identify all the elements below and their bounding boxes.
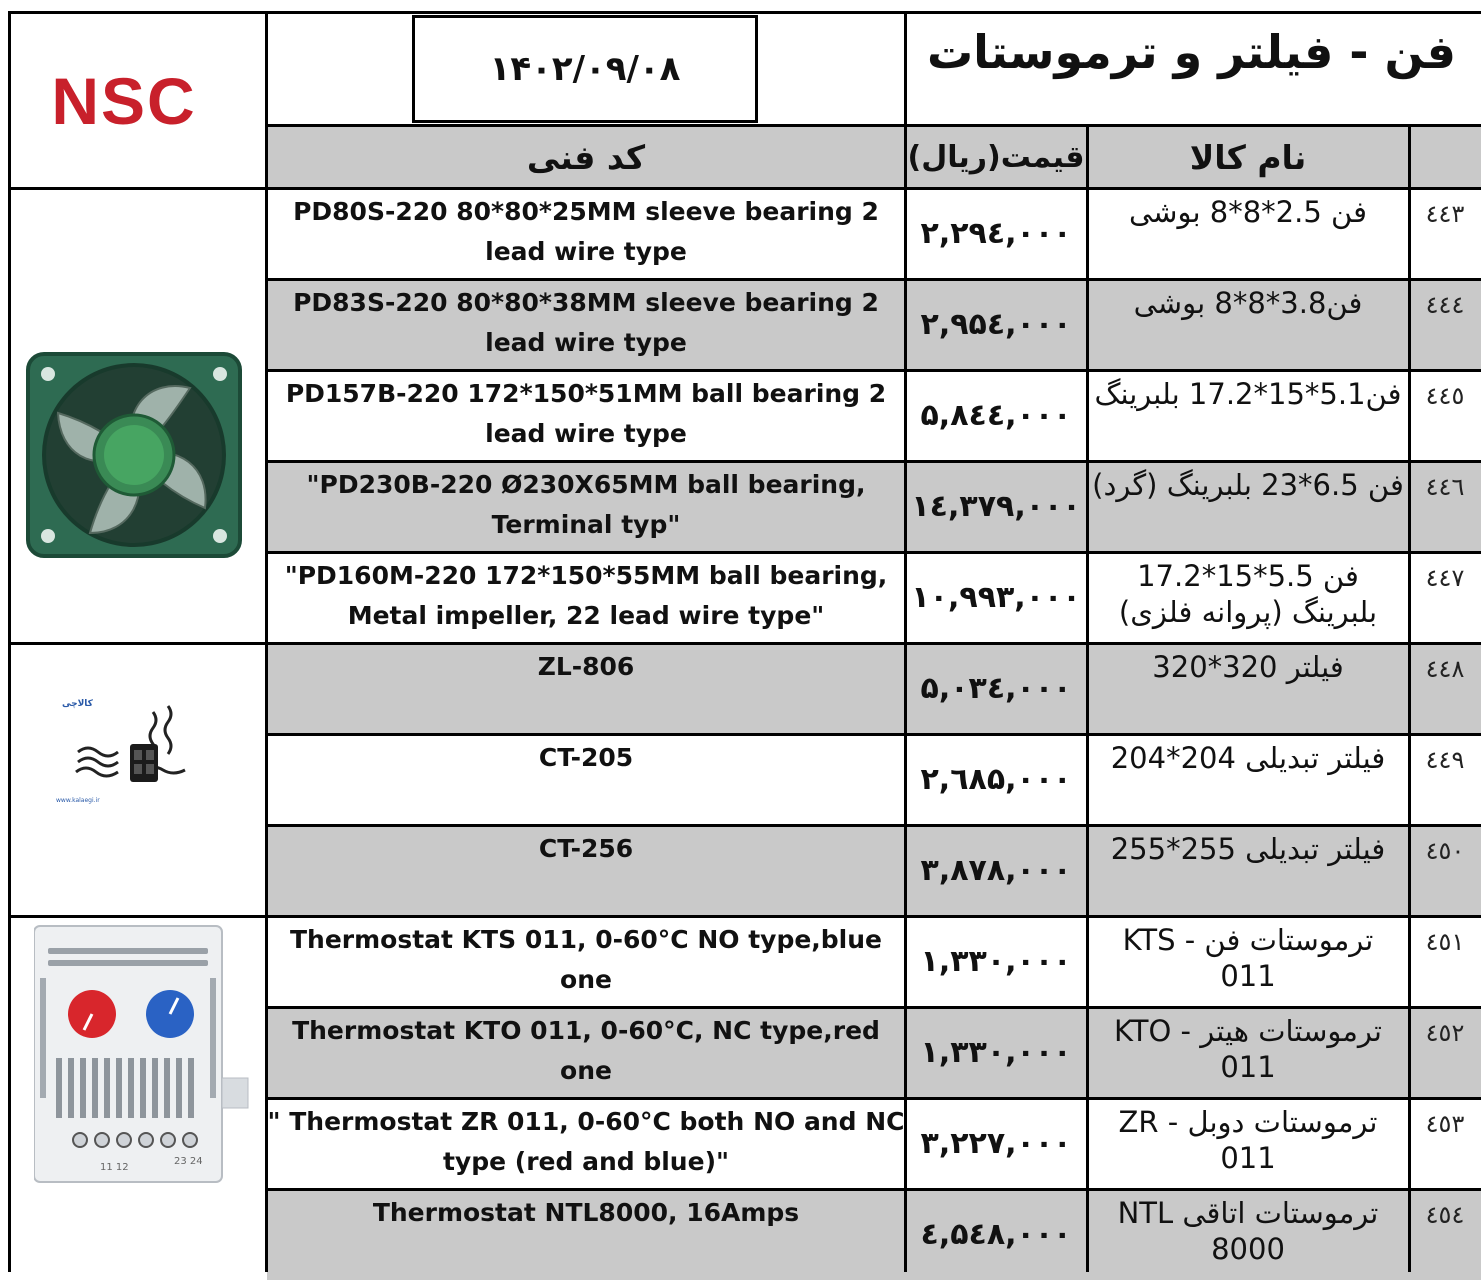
svg-text:کالاچی: کالاچی (62, 699, 93, 709)
row-code-cell: "PD160M-220 172*150*55MM ball bearing, Metal impeller, 22 lead wire type" (267, 552, 905, 643)
row-price-cell: ۳,۲۲۷,۰۰۰ (905, 1098, 1087, 1189)
svg-text:11 12: 11 12 (100, 1162, 129, 1173)
row-num-cell: ٤٥٤ (1409, 1189, 1481, 1280)
grid-line-h (8, 915, 265, 918)
header-num (1409, 126, 1481, 188)
row-num-cell: ٤٤٦ (1409, 461, 1481, 552)
row-name-cell: ترموستات هیتر - KTO 011 (1087, 1007, 1409, 1098)
grid-line-h (265, 460, 1481, 463)
grid-line-h (265, 642, 1481, 645)
grid-line-h (265, 824, 1481, 827)
frame-top (8, 11, 1481, 14)
row-code-cell: Thermostat KTS 011, 0-60°C NO type,blue one (267, 916, 905, 1007)
row-price-cell: ۵,۰۳٤,۰۰۰ (905, 643, 1087, 734)
row-num-cell: ٤٥۰ (1409, 825, 1481, 916)
svg-text:NSC: NSC (51, 64, 197, 138)
row-price-cell: ۱,۳۳۰,۰۰۰ (905, 916, 1087, 1007)
row-code-cell: CT-205 (267, 734, 905, 825)
grid-line-h (265, 915, 1481, 918)
row-num-cell: ٤٤٧ (1409, 552, 1481, 643)
row-name-cell: ترموستات فن - KTS 011 (1087, 916, 1409, 1007)
row-num-cell: ٤٤٨ (1409, 643, 1481, 734)
row-num-cell: ٤٥۳ (1409, 1098, 1481, 1189)
row-code-cell: Thermostat NTL8000, 16Amps (267, 1189, 905, 1280)
row-price-cell: ۱۰,۹۹۳,۰۰۰ (905, 552, 1087, 643)
row-num-cell: ٤٤٤ (1409, 279, 1481, 370)
row-num-cell: ٤٤٣ (1409, 188, 1481, 279)
grid-line-h (265, 551, 1481, 554)
row-price-cell: ۳,۸۷۸,۰۰۰ (905, 825, 1087, 916)
grid-line-h (265, 1097, 1481, 1100)
row-num-cell: ٤٥۲ (1409, 1007, 1481, 1098)
row-price-cell: ۲,۲۹٤,۰۰۰ (905, 188, 1087, 279)
row-num-cell: ٤٤٥ (1409, 370, 1481, 461)
row-name-cell: فن 2.5*8*8 بوشی (1087, 188, 1409, 279)
thermostat-image (34, 918, 250, 1184)
row-name-cell: فن3.8*8*8 بوشی (1087, 279, 1409, 370)
svg-text:www.kalaegi.ir: www.kalaegi.ir (56, 797, 100, 804)
grid-line-h (265, 369, 1481, 372)
row-name-cell: فیلتر تبدیلی 255*255 (1087, 825, 1409, 916)
page-title: فن - فیلتر و ترموستات (926, 25, 1456, 79)
fan-image (20, 348, 248, 562)
grid-line-h (265, 278, 1481, 281)
row-code-cell: PD157B-220 172*150*51MM ball bearing 2 lead wire type (267, 370, 905, 461)
grid-line-h (265, 1006, 1481, 1009)
row-price-cell: ٤,۵٤۸,۰۰۰ (905, 1189, 1087, 1280)
row-code-cell: PD83S-220 80*80*38MM sleeve bearing 2 lead wire type (267, 279, 905, 370)
grid-line-h (8, 642, 265, 645)
filter-image (48, 692, 208, 806)
row-name-cell: ترموستات دوبل - ZR 011 (1087, 1098, 1409, 1189)
svg-text:23 24: 23 24 (174, 1156, 203, 1167)
header-code: کد فنی (267, 126, 905, 188)
row-price-cell: ۲,٦۸۵,۰۰۰ (905, 734, 1087, 825)
date-box: ۱۴۰۲/۰۹/۰۸ (412, 15, 758, 123)
row-name-cell: فیلتر 320*320 (1087, 643, 1409, 734)
row-code-cell: Thermostat KTO 011, 0-60°C, NC type,red one (267, 1007, 905, 1098)
row-num-cell: ٤٤٩ (1409, 734, 1481, 825)
row-code-cell: CT-256 (267, 825, 905, 916)
row-code-cell: PD80S-220 80*80*25MM sleeve bearing 2 lead wire type (267, 188, 905, 279)
header-price: قیمت(ریال) (905, 126, 1087, 188)
row-name-cell: ترموستات اتاقی NTL 8000 (1087, 1189, 1409, 1280)
grid-line-h (8, 187, 1481, 190)
row-price-cell: ۱,۳۳۰,۰۰۰ (905, 1007, 1087, 1098)
row-name-cell: فن5.1*15*17.2 بلبرینگ (1087, 370, 1409, 461)
row-name-cell: فن 5.5*15*17.2 بلبرینگ (پروانه فلزی) (1087, 552, 1409, 643)
row-price-cell: ۵,۸٤٤,۰۰۰ (905, 370, 1087, 461)
grid-line-h (265, 1188, 1481, 1191)
header-name: نام کالا (1087, 126, 1409, 188)
row-name-cell: فیلتر تبدیلی 204*204 (1087, 734, 1409, 825)
row-name-cell: فن 6.5*23 بلبرینگ (گرد) (1087, 461, 1409, 552)
nsc-logo (24, 62, 224, 142)
grid-line-h (265, 124, 1481, 127)
row-code-cell: ZL-806 (267, 643, 905, 734)
row-num-cell: ٤٥۱ (1409, 916, 1481, 1007)
row-code-cell: "PD230B-220 Ø230X65MM ball bearing, Terminal typ" (267, 461, 905, 552)
row-price-cell: ۲,۹۵٤,۰۰۰ (905, 279, 1087, 370)
row-code-cell: " Thermostat ZR 011, 0-60°C both NO and NC type (red and blue)" (267, 1098, 905, 1189)
row-price-cell: ۱٤,۳۷۹,۰۰۰ (905, 461, 1087, 552)
grid-line-h (265, 733, 1481, 736)
